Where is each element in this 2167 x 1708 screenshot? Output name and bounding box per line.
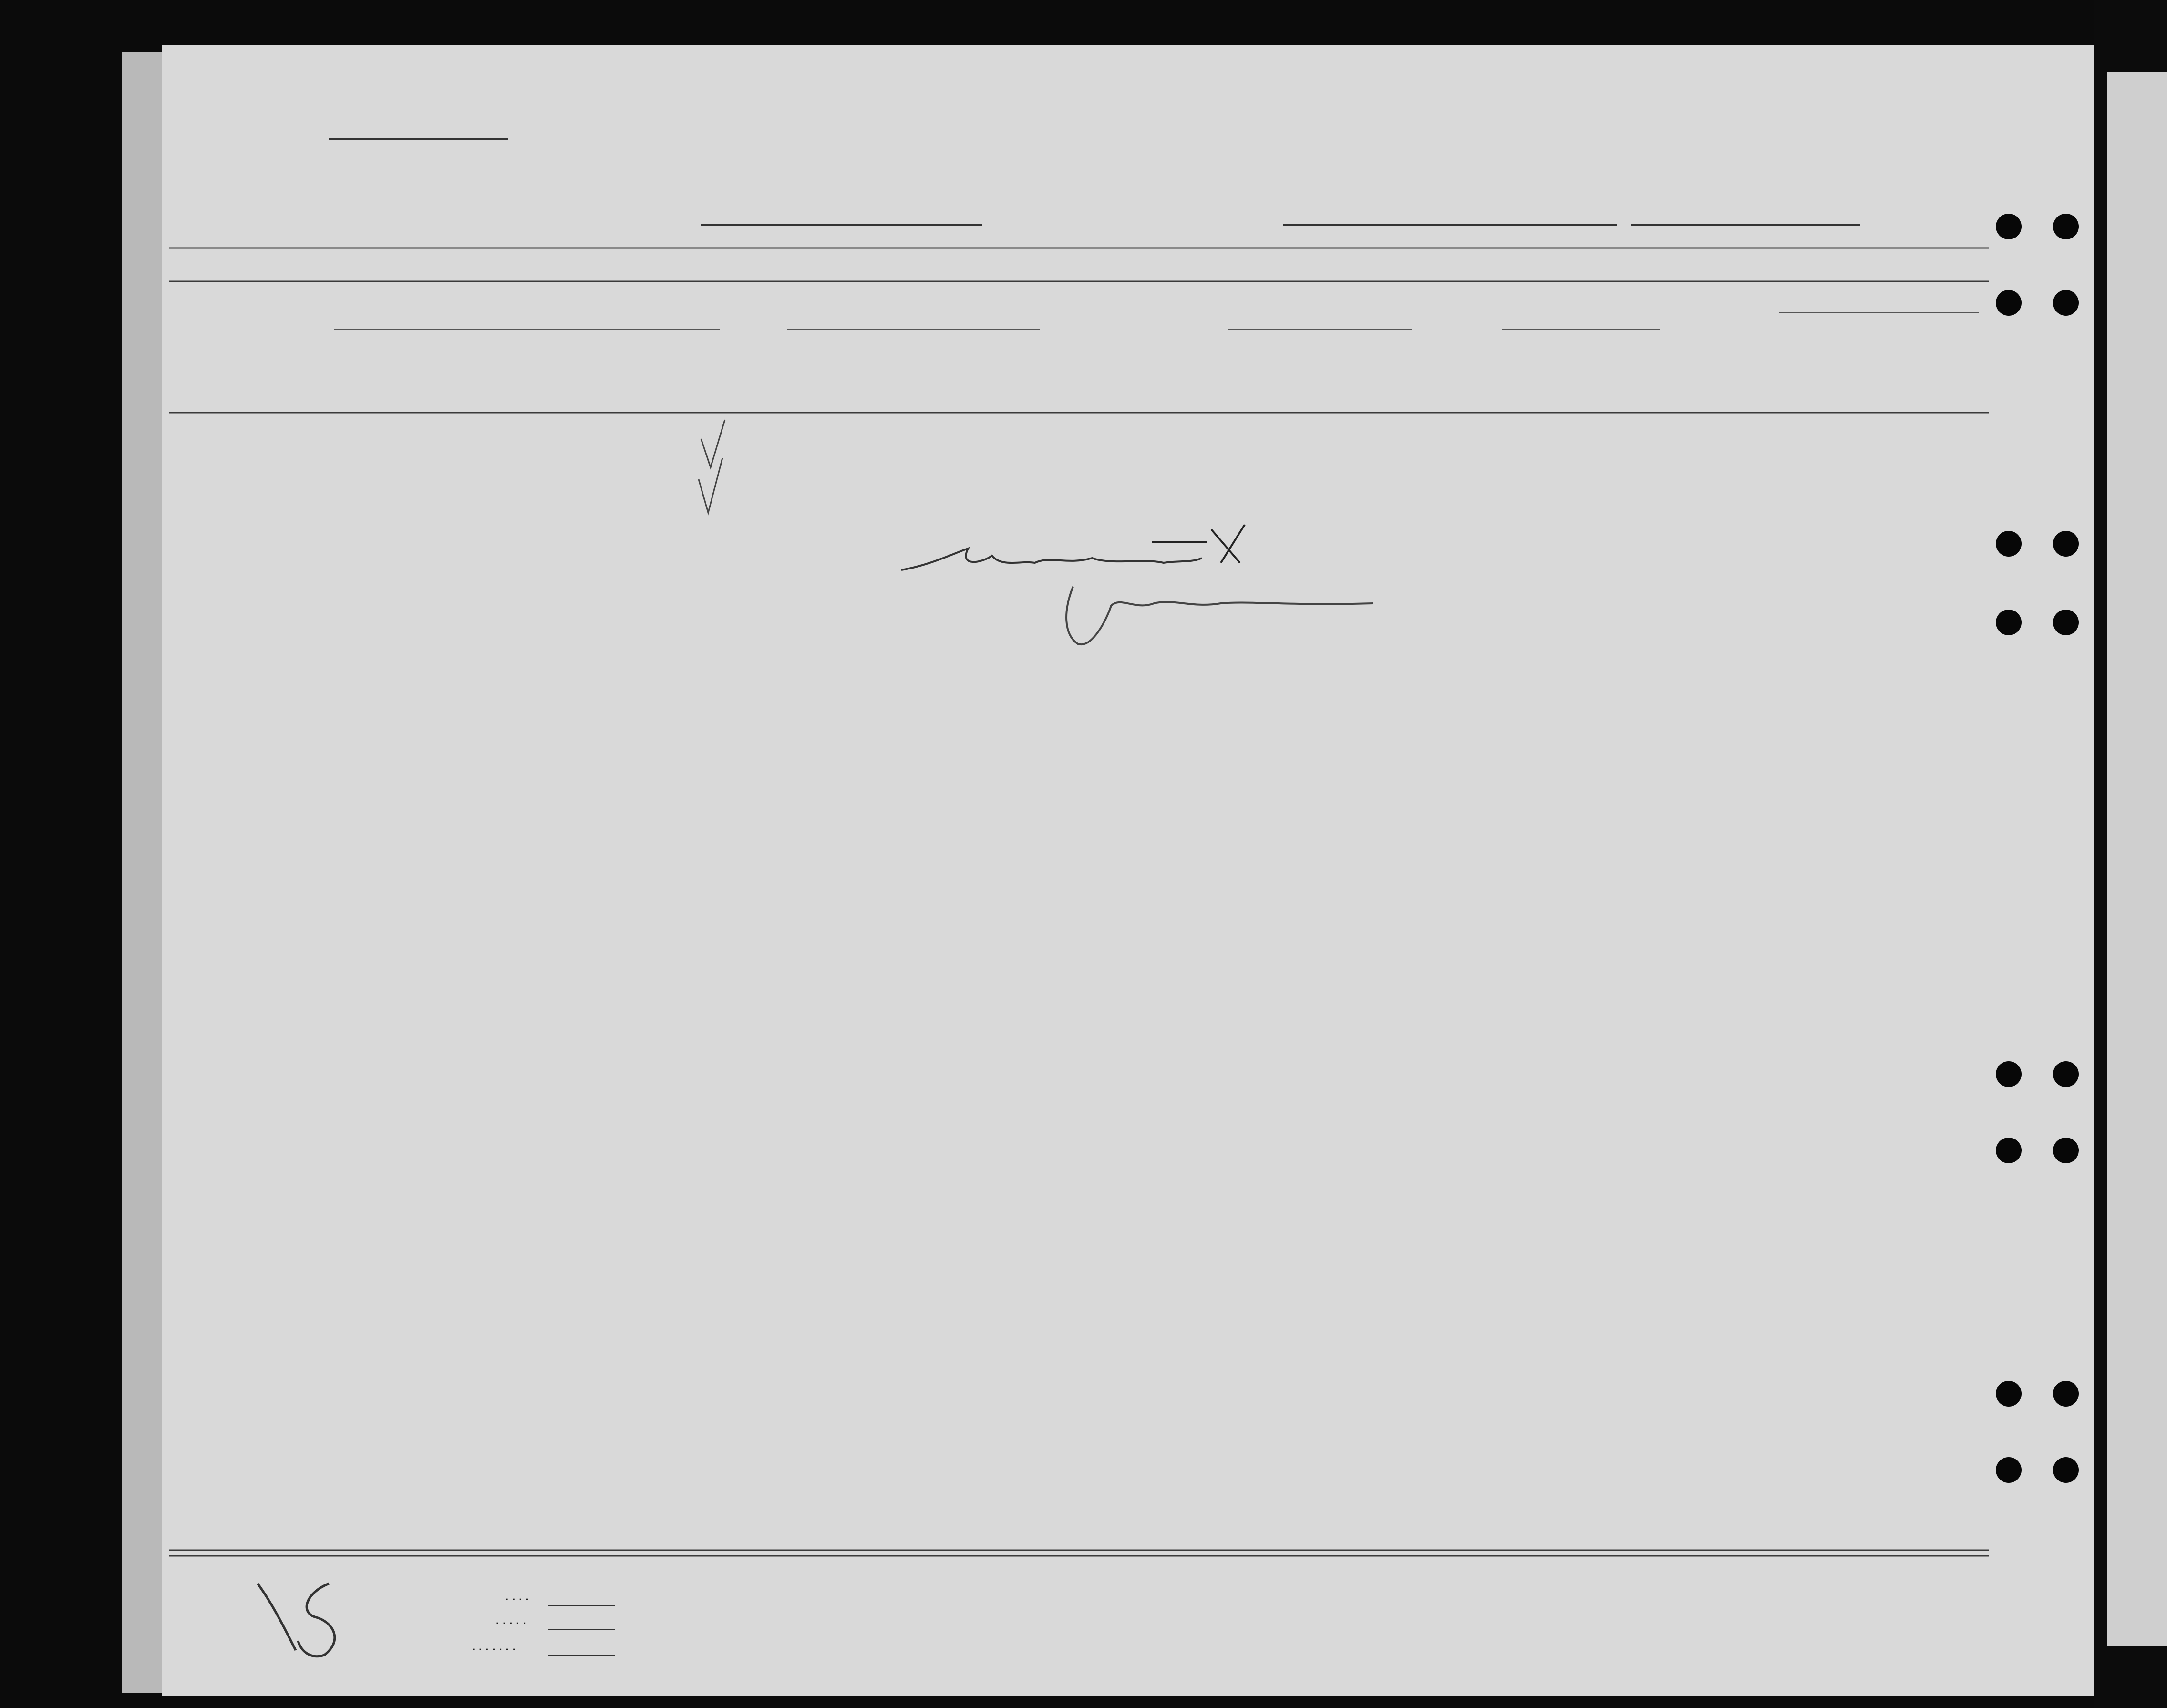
binder-hole [2053,531,2079,557]
binder-hole [2053,610,2079,635]
binder-hole [1996,1457,2022,1483]
binder-hole [1996,610,2022,635]
purser-mark [1211,525,1245,563]
binder-hole [2053,1138,2079,1163]
total-dots: .... [506,1591,533,1603]
binder-hole [1996,1381,2022,1407]
binder-hole [2053,1457,2079,1483]
binder-hole [2053,214,2079,239]
aliens-dots: ....... [472,1641,519,1653]
binder-hole [2053,1381,2079,1407]
binder-hole [1996,1138,2022,1163]
citizens-dots: ..... [496,1615,530,1626]
margin-mark-15 [258,1584,335,1656]
binder-hole [1996,1061,2022,1087]
binder-hole [2053,1061,2079,1087]
aliens-line [548,1655,615,1656]
signature-1 [901,549,1202,570]
binder-hole [1996,214,2022,239]
binder-hole [2053,290,2079,316]
binder-hole [1996,531,2022,557]
signature-2 [1066,587,1373,644]
binder-hole [1996,290,2022,316]
citizens-line [548,1629,615,1630]
total-line [548,1605,615,1606]
